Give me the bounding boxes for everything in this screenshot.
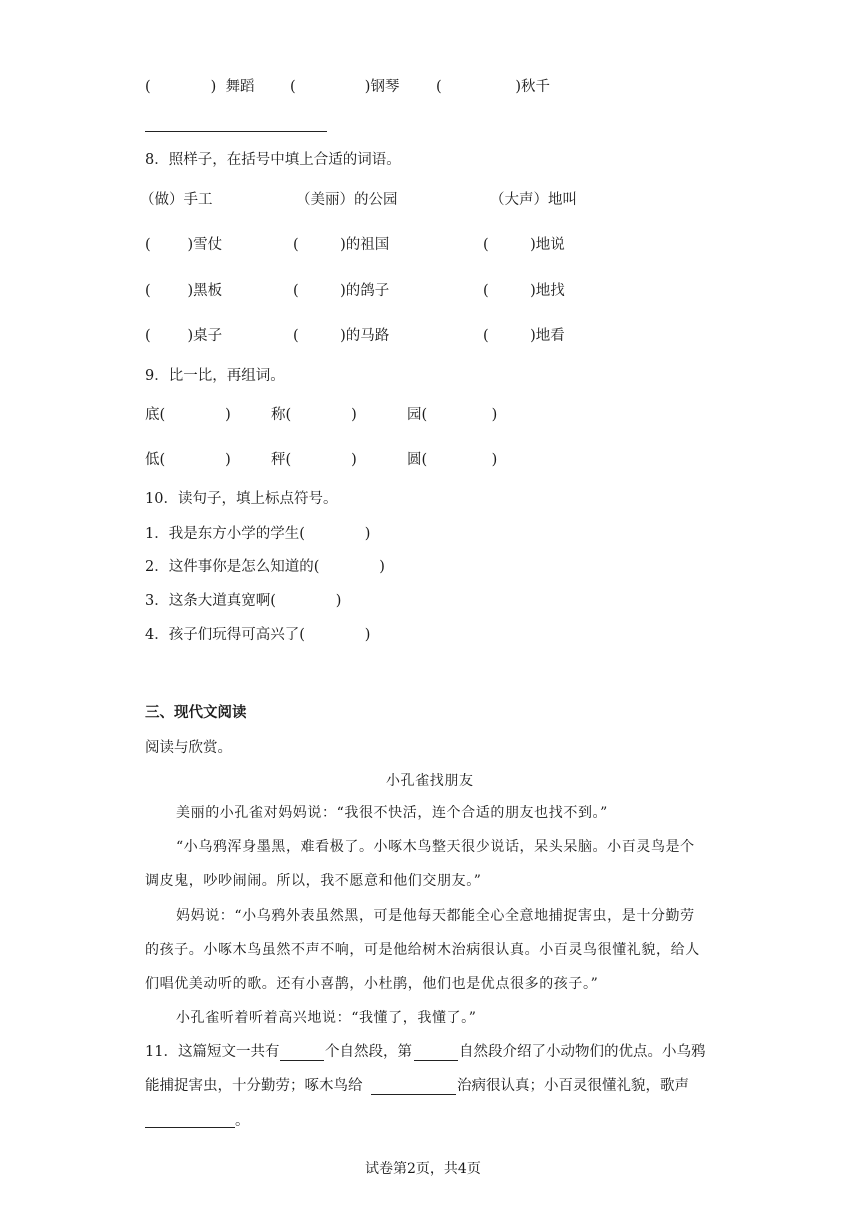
- q11-text-2b: 治病很认真；小百灵很懂礼貌，歌声: [457, 1078, 689, 1094]
- passage-line-2: “小乌鸦浑身墨黑，难看极了。小啄木鸟整天很少说话，呆头呆脑。小百灵鸟是个: [176, 839, 695, 855]
- page-footer: 试卷第2页，共4页: [365, 1161, 481, 1177]
- q9-title: 9．比一比，再组词。: [145, 368, 285, 384]
- reading-intro: 阅读与欣赏。: [145, 740, 232, 756]
- q8-blank-3-1: ( )桌子: [145, 328, 223, 344]
- q8-blank-3-2: ( )的马路: [293, 328, 390, 344]
- passage-line-4: 妈妈说：“小乌鸦外表虽然黑，可是他每天都能全心全意地捕捉害虫，是十分勤劳: [176, 908, 695, 924]
- q11-text-1c: 自然段介绍了小动物们的优点。小乌鸦: [459, 1044, 706, 1060]
- q8-blank-1-1: ( )雪仗: [145, 237, 223, 253]
- q8-title: 8．照样子，在括号中填上合适的词语。: [145, 152, 401, 168]
- q11-text-1a: 11．这篇短文一共有: [145, 1044, 280, 1060]
- q7-item-swing: ( )秋千: [436, 79, 551, 95]
- q8-example-3: （大声）地叫: [490, 192, 577, 208]
- passage-line-3: 调皮鬼，吵吵闹闹。所以，我不愿意和他们交朋友。”: [145, 873, 482, 889]
- q8-example-2: （美丽）的公园: [296, 192, 398, 208]
- q10-item-3: 3．这条大道真宽啊( ): [145, 593, 342, 609]
- q8-blank-2-1: ( )黑板: [145, 283, 223, 299]
- q10-item-2: 2．这件事你是怎么知道的( ): [145, 559, 385, 575]
- q10-item-1: 1．我是东方小学的学生( ): [145, 526, 371, 542]
- q11-text-3: 。: [235, 1113, 250, 1129]
- q7-answer-line: [145, 131, 327, 132]
- passage-line-7: 小孔雀听着听着高兴地说：“我懂了，我懂了。”: [176, 1010, 477, 1026]
- q11-blank-paragraph-count[interactable]: [280, 1060, 324, 1061]
- passage-line-1: 美丽的小孔雀对妈妈说：“我很不快活，连个合适的朋友也找不到。”: [176, 805, 608, 821]
- passage-title: 小孔雀找朋友: [386, 773, 474, 789]
- q11-blank-song[interactable]: [145, 1127, 235, 1128]
- q8-blank-1-2: ( )的祖国: [293, 237, 390, 253]
- passage-line-5: 的孩子。小啄木鸟虽然不声不响，可是他给树木治病很认真。小百灵鸟很懂礼貌，给人: [145, 942, 700, 958]
- q7-item-piano: ( )钢琴: [290, 79, 400, 95]
- q8-blank-1-3: ( )地说: [483, 237, 565, 253]
- q10-item-4: 4．孩子们玩得可高兴了( ): [145, 627, 371, 643]
- q11-text-1b: 个自然段，第: [325, 1044, 412, 1060]
- q9-blank-1-2: 称( ): [271, 407, 357, 423]
- q10-title: 10．读句子，填上标点符号。: [145, 491, 338, 507]
- q8-blank-2-3: ( )地找: [483, 283, 565, 299]
- q8-example-1: （做）手工: [140, 192, 213, 208]
- q8-blank-3-3: ( )地看: [483, 328, 565, 344]
- q11-blank-paragraph-number[interactable]: [414, 1060, 458, 1061]
- passage-line-6: 们唱优美动听的歌。还有小喜鹊，小杜鹃，他们也是优点很多的孩子。”: [145, 976, 599, 992]
- q9-blank-2-3: 圆( ): [407, 452, 498, 468]
- q7-item-dance: ( ) 舞蹈: [145, 79, 255, 95]
- q11-text-2a: 能捕捉害虫，十分勤劳；啄木鸟给: [145, 1078, 363, 1094]
- q9-blank-1-3: 园( ): [407, 407, 498, 423]
- q9-blank-2-1: 低( ): [145, 452, 231, 468]
- q11-blank-woodpecker[interactable]: [371, 1094, 456, 1095]
- q9-blank-2-2: 秤( ): [271, 452, 357, 468]
- section-heading: 三、现代文阅读: [145, 705, 247, 721]
- q8-blank-2-2: ( )的鸽子: [293, 283, 390, 299]
- q9-blank-1-1: 底( ): [145, 407, 231, 423]
